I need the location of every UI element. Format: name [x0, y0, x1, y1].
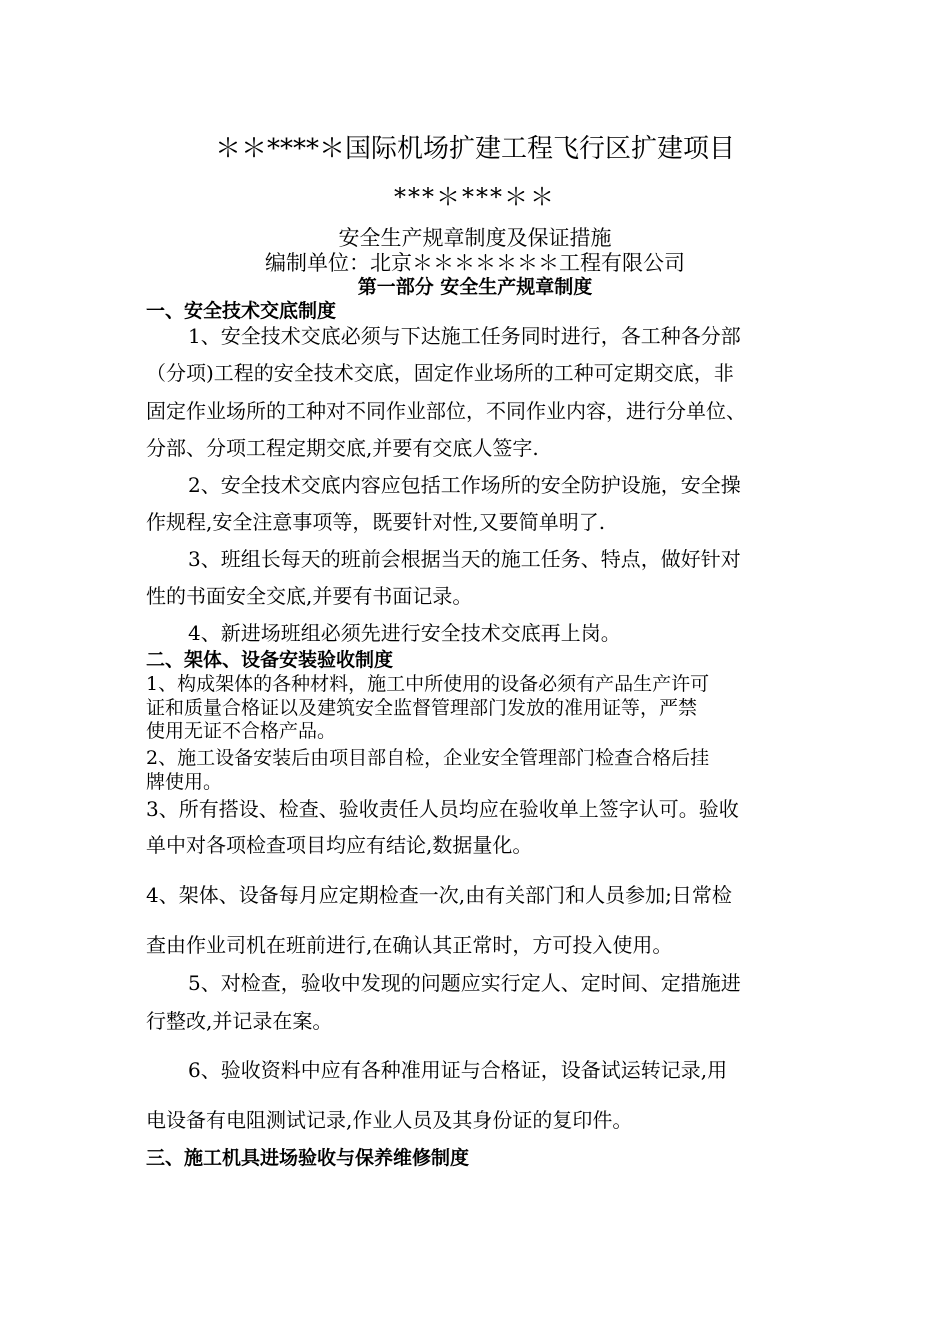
- section-heading: 一、安全技术交底制度: [146, 300, 337, 322]
- paragraph-line: 3、所有搭设、检查、验收责任人员均应在验收单上签字认可。验收: [146, 797, 739, 821]
- paragraph-line: 牌使用。: [146, 771, 223, 793]
- section-heading: 二、架体、设备安装验收制度: [146, 649, 394, 671]
- paragraph-line: 1、构成架体的各种材料，施工中所使用的设备必须有产品生产许可: [146, 673, 710, 695]
- section-heading: 三、施工机具进场验收与保养维修制度: [146, 1147, 470, 1169]
- paragraph-line: 5、对检查，验收中发现的问题应实行定人、定时间、定措施进: [188, 971, 741, 995]
- paragraph-line: 分部、分项工程定期交底,并要有交底人签字.: [146, 436, 539, 460]
- paragraph-line: 2、施工设备安装后由项目部自检，企业安全管理部门检查合格后挂: [146, 747, 710, 769]
- paragraph-line: 单中对各项检查项目均应有结论,数据量化。: [146, 833, 533, 857]
- paragraph-line: 证和质量合格证以及建筑安全监督管理部门发放的准用证等，严禁: [146, 697, 698, 719]
- paragraph-line: 作规程,安全注意事项等，既要针对性,又要简单明了.: [146, 510, 606, 534]
- document-subtitle: ***＊***＊＊: [394, 183, 556, 211]
- compiling-unit: 编制单位：北京＊＊＊＊＊＊＊工程有限公司: [265, 251, 685, 275]
- paragraph-line: 查由作业司机在班前进行,在确认其正常时，方可投入使用。: [146, 933, 673, 957]
- paragraph-line: （分项)工程的安全技术交底，固定作业场所的工种可定期交底，非: [146, 361, 734, 385]
- paragraph-line: 4、新进场班组必须先进行安全技术交底再上岗。: [188, 621, 621, 645]
- part-heading: 第一部分 安全生产规章制度: [357, 276, 593, 298]
- paragraph-line: 电设备有电阻测试记录,作业人员及其身份证的复印件。: [146, 1108, 633, 1132]
- document-title: ＊＊****＊国际机场扩建工程飞行区扩建项目: [214, 134, 735, 164]
- paragraph-line: 4、架体、设备每月应定期检查一次,由有关部门和人员参加;日常检: [146, 883, 732, 907]
- paragraph-line: 6、验收资料中应有各种准用证与合格证，设备试运转记录,用: [188, 1058, 728, 1082]
- paragraph-line: 使用无证不合格产品。: [146, 720, 337, 742]
- paragraph-line: 行整改,并记录在案。: [146, 1009, 333, 1033]
- paragraph-line: 性的书面安全交底,并要有书面记录。: [146, 584, 473, 608]
- paragraph-line: 2、安全技术交底内容应包括工作场所的安全防护设施，安全操: [188, 473, 741, 497]
- paragraph-line: 固定作业场所的工种对不同作业部位，不同作业内容，进行分单位、: [146, 399, 746, 423]
- document-name: 安全生产规章制度及保证措施: [338, 226, 612, 250]
- paragraph-line: 3、班组长每天的班前会根据当天的施工任务、特点，做好针对: [188, 547, 741, 571]
- paragraph-line: 1、安全技术交底必须与下达施工任务同时进行，各工种各分部: [188, 324, 741, 348]
